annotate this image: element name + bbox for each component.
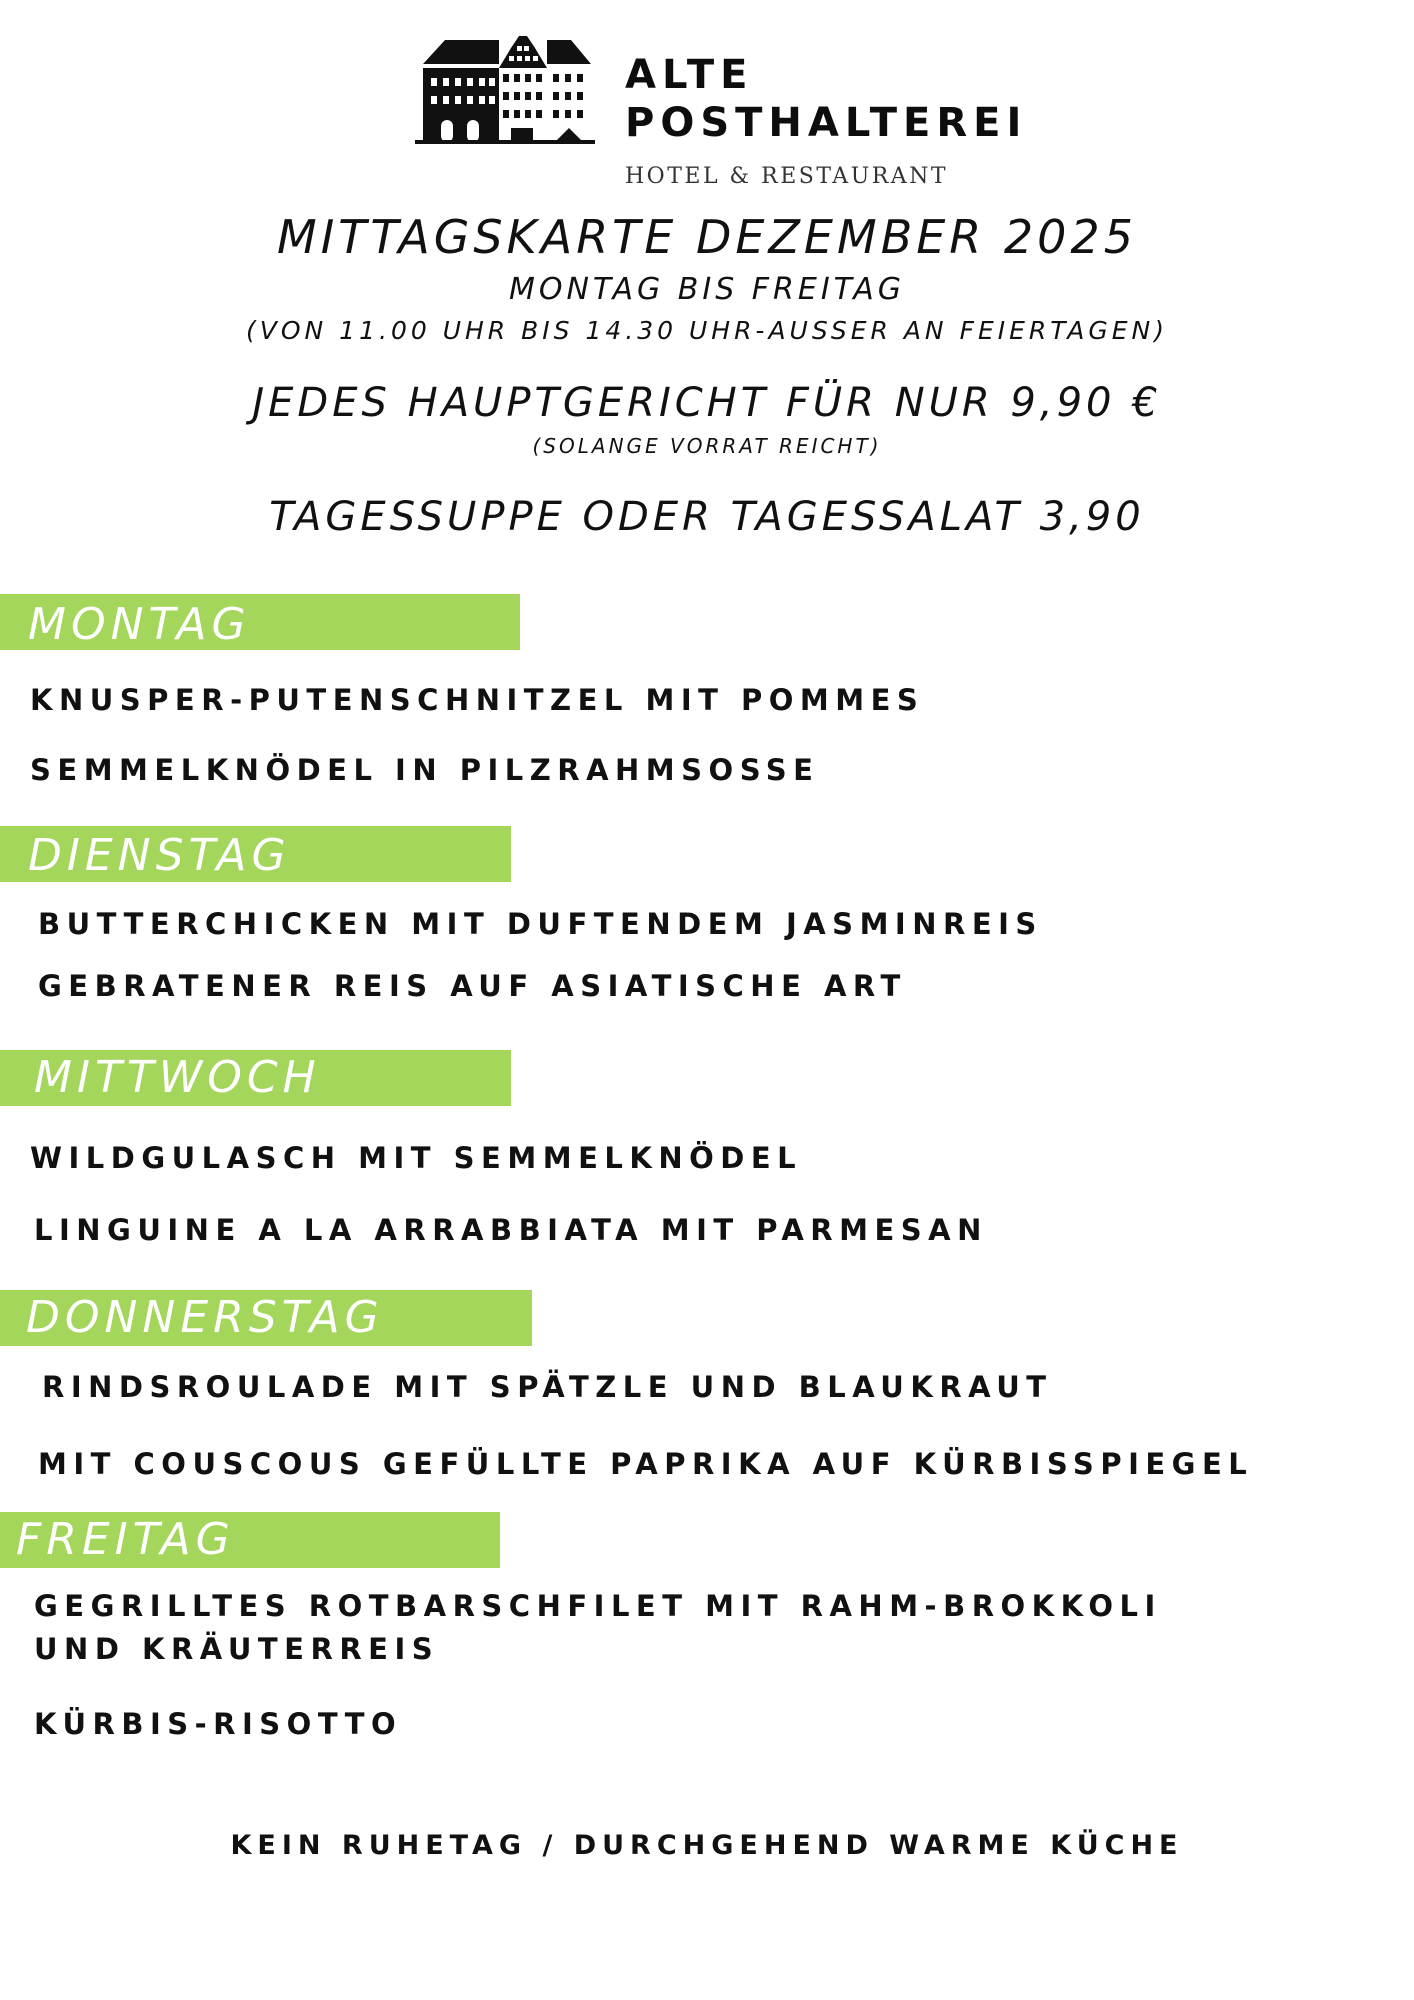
menu-title: MITTAGSKARTE DEZEMBER 2025	[277, 210, 1137, 264]
dish-item: UND KRÄUTERREIS	[34, 1632, 440, 1666]
menu-price-note: (SOLANGE VORRAT REICHT)	[532, 434, 882, 458]
dish-item: GEGRILLTES ROTBARSCHFILET MIT RAHM-BROKKOLI	[34, 1589, 1162, 1623]
dish-item: MIT COUSCOUS GEFÜLLTE PAPRIKA AUF KÜRBISSPIEGEL	[38, 1447, 1254, 1481]
dish-item: WILDGULASCH MIT SEMMELKNÖDEL	[30, 1141, 803, 1175]
dish-item: KÜRBIS-RISOTTO	[34, 1707, 403, 1741]
day-label-dienstag: DIENSTAG	[28, 830, 291, 881]
dish-item: LINGUINE A LA ARRABBIATA MIT PARMESAN	[34, 1213, 988, 1247]
footer-note: KEIN RUHETAG / DURCHGEHEND WARME KÜCHE	[230, 1830, 1184, 1861]
menu-hours: (VON 11.00 UHR BIS 14.30 UHR-AUSSER AN FEIERTAGEN)	[246, 316, 1168, 345]
menu-price: JEDES HAUPTGERICHT FÜR NUR 9,90 €	[252, 380, 1162, 426]
day-label-montag: MONTAG	[28, 599, 251, 650]
brand-name-line1: ALTE	[625, 52, 754, 98]
day-label-donnerstag: DONNERSTAG	[26, 1292, 384, 1343]
dish-item: GEBRATENER REIS AUF ASIATISCHE ART	[38, 969, 907, 1003]
dish-item: KNUSPER-PUTENSCHNITZEL MIT POMMES	[30, 683, 925, 717]
dish-item: RINDSROULADE MIT SPÄTZLE UND BLAUKRAUT	[42, 1370, 1053, 1404]
brand-name-line2: POSTHALTEREI	[625, 100, 1028, 146]
building-icon	[415, 34, 595, 144]
menu-days: MONTAG BIS FREITAG	[508, 272, 906, 307]
brand-subtitle: HOTEL & RESTAURANT	[625, 164, 949, 189]
menu-soup: TAGESSUPPE ODER TAGESSALAT 3,90	[269, 494, 1145, 540]
day-label-mittwoch: MITTWOCH	[34, 1052, 321, 1103]
day-label-freitag: FREITAG	[16, 1514, 235, 1565]
dish-item: SEMMELKNÖDEL IN PILZRAHMSOSSE	[30, 753, 820, 787]
dish-item: BUTTERCHICKEN MIT DUFTENDEM JASMINREIS	[38, 907, 1043, 941]
